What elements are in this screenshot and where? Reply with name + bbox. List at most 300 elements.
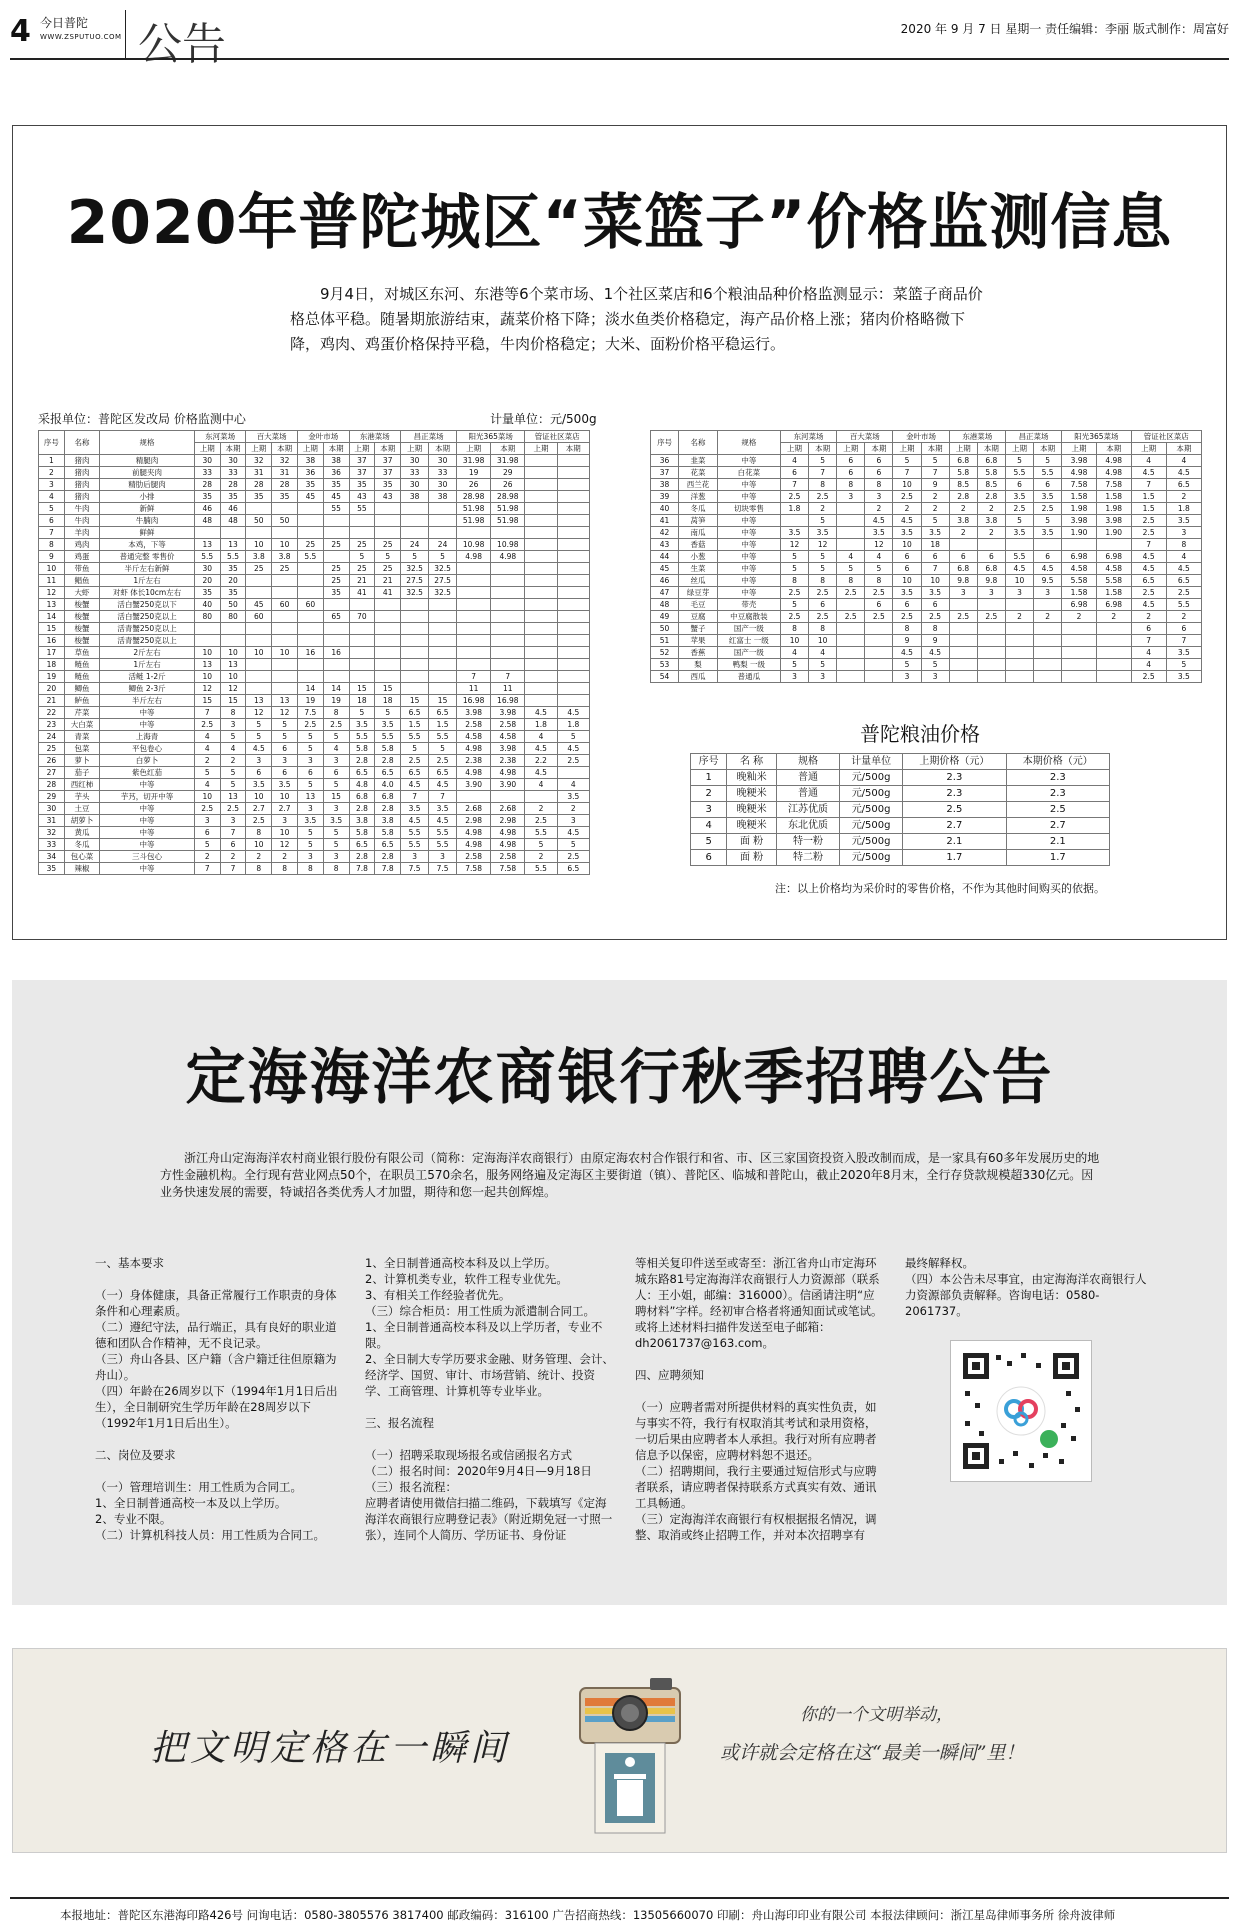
- table-cell: 5.5: [525, 863, 557, 875]
- table-cell: 2: [525, 851, 557, 863]
- table-cell: 43: [349, 491, 375, 503]
- table-cell: 5.5: [401, 839, 429, 851]
- table-cell: 2.5: [893, 491, 921, 503]
- table-cell: 黄瓜: [64, 827, 99, 839]
- table-cell: 6: [837, 455, 865, 467]
- table-cell: [949, 659, 977, 671]
- table-cell: 6.5: [429, 707, 457, 719]
- table-cell: 2.5: [903, 802, 1006, 818]
- table-row: [651, 635, 1202, 647]
- table-cell: [246, 659, 272, 671]
- table-cell: 2: [949, 503, 977, 515]
- table-cell: [977, 539, 1005, 551]
- table-cell: 7.8: [349, 863, 375, 875]
- table-cell: 1: [691, 770, 727, 786]
- table-cell: 1.8: [525, 719, 557, 731]
- table-row: [39, 791, 590, 803]
- market-header: 金叶市场: [893, 431, 949, 443]
- table-cell: 14: [39, 611, 65, 623]
- table-cell: 3.5: [375, 719, 401, 731]
- table-cell: 16: [297, 647, 323, 659]
- table-cell: 鸡肉: [64, 539, 99, 551]
- table-cell: 3.98: [457, 707, 491, 719]
- table-cell: 4.5: [557, 827, 589, 839]
- table-cell: 4.5: [401, 815, 429, 827]
- table-row: [39, 515, 590, 527]
- table-cell: 6.8: [375, 791, 401, 803]
- table-cell: 5: [220, 779, 246, 791]
- table-cell: [246, 683, 272, 695]
- table-cell: 3.5: [1034, 491, 1062, 503]
- table-cell: 元/500g: [840, 850, 903, 866]
- market-header: 百大菜场: [837, 431, 893, 443]
- table-cell: 6: [921, 599, 949, 611]
- grain-price-table: [690, 753, 1110, 866]
- table-cell: 5: [691, 834, 727, 850]
- table-cell: [272, 683, 298, 695]
- table-cell: 3.5: [323, 815, 349, 827]
- table-cell: 5: [809, 455, 837, 467]
- table-cell: 19: [39, 671, 65, 683]
- table-cell: [375, 527, 401, 539]
- table-cell: 6: [949, 551, 977, 563]
- table-cell: 2: [865, 503, 893, 515]
- table-cell: 40: [651, 503, 679, 515]
- table-cell: 6: [865, 599, 893, 611]
- table-row: [651, 671, 1202, 683]
- table-cell: 60: [272, 599, 298, 611]
- table-cell: 5.5: [194, 551, 220, 563]
- table-cell: 6: [297, 767, 323, 779]
- table-cell: 15: [220, 695, 246, 707]
- table-cell: 19: [457, 467, 491, 479]
- table-cell: [349, 527, 375, 539]
- table-cell: 梨: [679, 659, 718, 671]
- table-cell: 35: [323, 479, 349, 491]
- table-cell: 3.5: [246, 779, 272, 791]
- table-cell: [375, 659, 401, 671]
- table-cell: 2.5: [194, 803, 220, 815]
- name-header: 名称: [64, 431, 99, 455]
- table-cell: 2.5: [780, 491, 808, 503]
- table-cell: 5.5: [1166, 599, 1201, 611]
- table-cell: 小葱: [679, 551, 718, 563]
- table-cell: 9.8: [949, 575, 977, 587]
- logo-text: 今日普陀: [40, 16, 89, 30]
- table-row: [39, 803, 590, 815]
- table-cell: [949, 623, 977, 635]
- table-cell: 51.98: [457, 515, 491, 527]
- curr-period-header: 本期: [977, 443, 1005, 455]
- table-cell: 37: [375, 467, 401, 479]
- table-cell: 中等: [717, 587, 780, 599]
- table-cell: 2.8: [949, 491, 977, 503]
- table-cell: 3.5: [1166, 515, 1201, 527]
- table-cell: 8: [246, 863, 272, 875]
- table-cell: [557, 623, 589, 635]
- table-cell: 31: [39, 815, 65, 827]
- table-cell: [557, 587, 589, 599]
- table-cell: [375, 623, 401, 635]
- table-cell: 中等: [717, 491, 780, 503]
- table-cell: 10.98: [491, 539, 525, 551]
- table-cell: 2.2: [525, 755, 557, 767]
- table-cell: [1005, 623, 1033, 635]
- table-cell: 80: [194, 611, 220, 623]
- table-cell: 6: [865, 455, 893, 467]
- table-cell: 51.98: [491, 515, 525, 527]
- table-cell: 21: [349, 575, 375, 587]
- table-cell: 4.5: [1131, 551, 1166, 563]
- table-row: [651, 515, 1202, 527]
- table-cell: 3: [401, 851, 429, 863]
- table-row: [39, 731, 590, 743]
- table-cell: 7.5: [429, 863, 457, 875]
- table-cell: 2.5: [525, 815, 557, 827]
- table-cell: 4: [780, 647, 808, 659]
- table-cell: 1.58: [1096, 491, 1131, 503]
- table-cell: [246, 623, 272, 635]
- table-cell: 30: [220, 455, 246, 467]
- table-cell: 13: [39, 599, 65, 611]
- table-cell: 1斤左右: [100, 575, 195, 587]
- table-cell: 33: [220, 467, 246, 479]
- table-cell: 5: [865, 563, 893, 575]
- grain-header: 名 称: [727, 754, 777, 770]
- table-cell: 4.8: [349, 779, 375, 791]
- table-cell: [977, 599, 1005, 611]
- table-cell: 中等: [717, 575, 780, 587]
- table-cell: 6.8: [977, 563, 1005, 575]
- table-cell: 4.5: [246, 743, 272, 755]
- table-cell: 4: [194, 731, 220, 743]
- table-cell: [525, 635, 557, 647]
- table-cell: 2.8: [349, 755, 375, 767]
- table-cell: 香菇: [679, 539, 718, 551]
- table-cell: [525, 503, 557, 515]
- table-cell: 晚粳米: [727, 802, 777, 818]
- table-cell: 活青蟹250克以上: [100, 635, 195, 647]
- prev-period-header: 上期: [246, 443, 272, 455]
- table-cell: 41: [651, 515, 679, 527]
- table-cell: 10: [194, 671, 220, 683]
- table-cell: 梭蟹: [64, 623, 99, 635]
- table-cell: 24: [401, 539, 429, 551]
- table-cell: 4.5: [1166, 563, 1201, 575]
- table-cell: 5: [1034, 455, 1062, 467]
- table-row: [651, 455, 1202, 467]
- table-cell: 芹菜: [64, 707, 99, 719]
- table-cell: 6: [323, 767, 349, 779]
- table-cell: [1034, 599, 1062, 611]
- table-cell: 1.5: [429, 719, 457, 731]
- table-cell: [1005, 671, 1033, 683]
- table-cell: 生菜: [679, 563, 718, 575]
- table-cell: [246, 527, 272, 539]
- market-header: 昌正菜场: [1005, 431, 1061, 443]
- prev-period-header: 上期: [893, 443, 921, 455]
- table-cell: 7: [194, 707, 220, 719]
- table-cell: 5: [194, 839, 220, 851]
- table-cell: 16.98: [491, 695, 525, 707]
- table-cell: 6.5: [1166, 575, 1201, 587]
- table-row: [39, 563, 590, 575]
- table-cell: 43: [651, 539, 679, 551]
- table-cell: 12: [246, 707, 272, 719]
- footer-rule: [10, 1897, 1229, 1899]
- table-cell: 7: [220, 827, 246, 839]
- table-cell: 5: [837, 563, 865, 575]
- table-cell: 35: [220, 563, 246, 575]
- table-cell: [1034, 635, 1062, 647]
- vegetable-price-table-right: [650, 430, 1202, 683]
- table-cell: 20: [39, 683, 65, 695]
- table-cell: 2: [39, 467, 65, 479]
- table-cell: 2.8: [375, 755, 401, 767]
- table-cell: 27.5: [429, 575, 457, 587]
- table-cell: 萝卜: [64, 755, 99, 767]
- table-cell: 43: [375, 491, 401, 503]
- table-cell: 2.58: [457, 719, 491, 731]
- wechat-qr-code[interactable]: [950, 1340, 1092, 1482]
- table-cell: 3.98: [1096, 515, 1131, 527]
- table-cell: [323, 515, 349, 527]
- table-cell: 3.8: [246, 551, 272, 563]
- table-cell: [525, 587, 557, 599]
- table-cell: [1096, 539, 1131, 551]
- table-cell: 3: [865, 491, 893, 503]
- table-cell: 50: [651, 623, 679, 635]
- table-cell: 4: [525, 731, 557, 743]
- table-cell: 4.98: [457, 767, 491, 779]
- table-cell: 6: [809, 599, 837, 611]
- table-cell: 2: [921, 503, 949, 515]
- table-cell: [1034, 671, 1062, 683]
- table-cell: 6: [865, 467, 893, 479]
- table-cell: 洋葱: [679, 491, 718, 503]
- reporting-unit: 采报单位：普陀区发改局 价格监测中心: [38, 412, 246, 426]
- table-cell: 5: [349, 707, 375, 719]
- table-cell: [525, 647, 557, 659]
- table-cell: 4.98: [457, 827, 491, 839]
- table-cell: 3.5: [429, 803, 457, 815]
- table-cell: 4.98: [457, 839, 491, 851]
- footer-info: 本报地址：普陀区东港海印路426号 问询电话：0580-3805576 3817400 邮政编码：316100 广告招商热线：13505660070 印刷：舟山海印印业有限公司 本报法律顾问：浙江星岛律师事务所 徐舟波律师: [60, 1908, 1116, 1922]
- table-cell: 2.8: [349, 851, 375, 863]
- table-cell: [272, 575, 298, 587]
- curr-period-header: 本期: [491, 443, 525, 455]
- table-cell: 1.90: [1062, 527, 1097, 539]
- table-cell: 5.8: [375, 743, 401, 755]
- table-cell: 2: [194, 755, 220, 767]
- table-cell: 35: [220, 491, 246, 503]
- logo-url: WWW.ZSPUTUO.COM: [40, 33, 122, 41]
- market-header: 阳光365菜场: [457, 431, 525, 443]
- table-cell: [429, 527, 457, 539]
- table-cell: 4.5: [921, 647, 949, 659]
- table-cell: 55: [349, 503, 375, 515]
- table-cell: [246, 587, 272, 599]
- table-cell: 2.8: [375, 851, 401, 863]
- table-cell: 上海青: [100, 731, 195, 743]
- table-cell: 7: [809, 467, 837, 479]
- table-cell: [557, 479, 589, 491]
- table-cell: [837, 539, 865, 551]
- section-title: 公告: [138, 19, 226, 70]
- table-cell: 5: [780, 599, 808, 611]
- table-cell: 35: [375, 479, 401, 491]
- table-cell: 25: [246, 563, 272, 575]
- table-cell: 2.5: [893, 611, 921, 623]
- table-cell: 2.5: [297, 719, 323, 731]
- table-row: [39, 683, 590, 695]
- table-cell: 15: [429, 695, 457, 707]
- table-cell: [525, 455, 557, 467]
- table-cell: 7: [1166, 635, 1201, 647]
- table-row: [651, 659, 1202, 671]
- table-cell: 10: [893, 539, 921, 551]
- table-cell: 5: [375, 551, 401, 563]
- table-cell: 1.58: [1062, 587, 1097, 599]
- table-cell: [977, 659, 1005, 671]
- table-cell: [557, 575, 589, 587]
- table-cell: 活青蟹250克以上: [100, 623, 195, 635]
- table-cell: 中等: [717, 551, 780, 563]
- table-cell: 3.5: [1166, 647, 1201, 659]
- table-cell: 3: [429, 851, 457, 863]
- table-cell: [557, 539, 589, 551]
- table-cell: 6.5: [1166, 479, 1201, 491]
- table-cell: [220, 635, 246, 647]
- table-row: [651, 563, 1202, 575]
- table-cell: 4.5: [525, 707, 557, 719]
- table-cell: 6: [1034, 479, 1062, 491]
- table-cell: 西兰花: [679, 479, 718, 491]
- table-cell: 19: [323, 695, 349, 707]
- curr-period-header: 本期: [1166, 443, 1201, 455]
- table-cell: [557, 767, 589, 779]
- table-cell: 5: [1005, 455, 1033, 467]
- table-cell: 4.98: [491, 839, 525, 851]
- table-cell: [194, 527, 220, 539]
- table-cell: 32: [272, 455, 298, 467]
- table-cell: 35: [349, 479, 375, 491]
- table-cell: [525, 515, 557, 527]
- prev-period-header: 上期: [837, 443, 865, 455]
- table-cell: 12: [865, 539, 893, 551]
- table-cell: 10: [272, 791, 298, 803]
- table-cell: 5: [809, 551, 837, 563]
- table-cell: 35: [323, 587, 349, 599]
- table-cell: 5: [272, 731, 298, 743]
- table-cell: 6: [893, 551, 921, 563]
- table-cell: 精腿肉: [100, 455, 195, 467]
- table-cell: 4.5: [525, 767, 557, 779]
- table-cell: 2.5: [557, 851, 589, 863]
- table-cell: [525, 551, 557, 563]
- table-cell: 25: [375, 539, 401, 551]
- grain-header: 序号: [691, 754, 727, 770]
- table-cell: [194, 623, 220, 635]
- table-cell: [949, 635, 977, 647]
- table-cell: 2.5: [1005, 503, 1033, 515]
- table-cell: 中等: [100, 779, 195, 791]
- table-cell: 18: [921, 539, 949, 551]
- table-cell: 6: [220, 839, 246, 851]
- table-cell: [977, 635, 1005, 647]
- table-row: [39, 707, 590, 719]
- table-cell: 30: [194, 563, 220, 575]
- table-cell: 49: [651, 611, 679, 623]
- table-cell: 37: [375, 455, 401, 467]
- table-cell: 25: [375, 563, 401, 575]
- table-cell: [557, 455, 589, 467]
- table-cell: 普通: [776, 770, 839, 786]
- table-cell: 25: [349, 563, 375, 575]
- table-cell: 7: [401, 791, 429, 803]
- table-cell: 晚粳米: [727, 786, 777, 802]
- table-cell: [949, 647, 977, 659]
- table-cell: 51.98: [491, 503, 525, 515]
- table-cell: 20: [220, 575, 246, 587]
- table-cell: [272, 659, 298, 671]
- table-cell: 1.7: [903, 850, 1006, 866]
- table-cell: [349, 647, 375, 659]
- table-cell: 3: [297, 803, 323, 815]
- table-cell: [525, 539, 557, 551]
- table-cell: [557, 515, 589, 527]
- table-cell: 9: [893, 635, 921, 647]
- table-cell: [297, 623, 323, 635]
- table-cell: 4.58: [491, 731, 525, 743]
- table-cell: [525, 671, 557, 683]
- table-cell: 4.98: [491, 827, 525, 839]
- table-cell: 2: [220, 851, 246, 863]
- table-cell: 5: [921, 455, 949, 467]
- table-cell: 2.5: [921, 611, 949, 623]
- table-cell: 2.3: [1006, 786, 1109, 802]
- table-cell: 3.5: [809, 527, 837, 539]
- table-cell: [297, 587, 323, 599]
- table-cell: 6: [1034, 551, 1062, 563]
- table-cell: 8: [220, 707, 246, 719]
- table-cell: 4.5: [1131, 467, 1166, 479]
- table-cell: 2: [949, 527, 977, 539]
- table-cell: [525, 563, 557, 575]
- table-cell: 45: [323, 491, 349, 503]
- table-cell: 28.98: [457, 491, 491, 503]
- table-cell: 3: [194, 815, 220, 827]
- table-row: [39, 635, 590, 647]
- table-cell: 24: [39, 731, 65, 743]
- table-cell: 35: [272, 491, 298, 503]
- table-cell: [297, 611, 323, 623]
- table-cell: 5.5: [375, 731, 401, 743]
- table-cell: [557, 611, 589, 623]
- table-cell: 梭蟹: [64, 635, 99, 647]
- table-cell: 白萝卜: [100, 755, 195, 767]
- table-cell: [1062, 671, 1097, 683]
- table-cell: 5: [297, 731, 323, 743]
- table-cell: 46: [651, 575, 679, 587]
- table-cell: 2.3: [903, 770, 1006, 786]
- table-cell: 国产一级: [717, 623, 780, 635]
- table-cell: 三斗包心: [100, 851, 195, 863]
- table-cell: 西瓜: [679, 671, 718, 683]
- table-cell: 30: [39, 803, 65, 815]
- curr-period-header: 本期: [375, 443, 401, 455]
- table-cell: 23: [39, 719, 65, 731]
